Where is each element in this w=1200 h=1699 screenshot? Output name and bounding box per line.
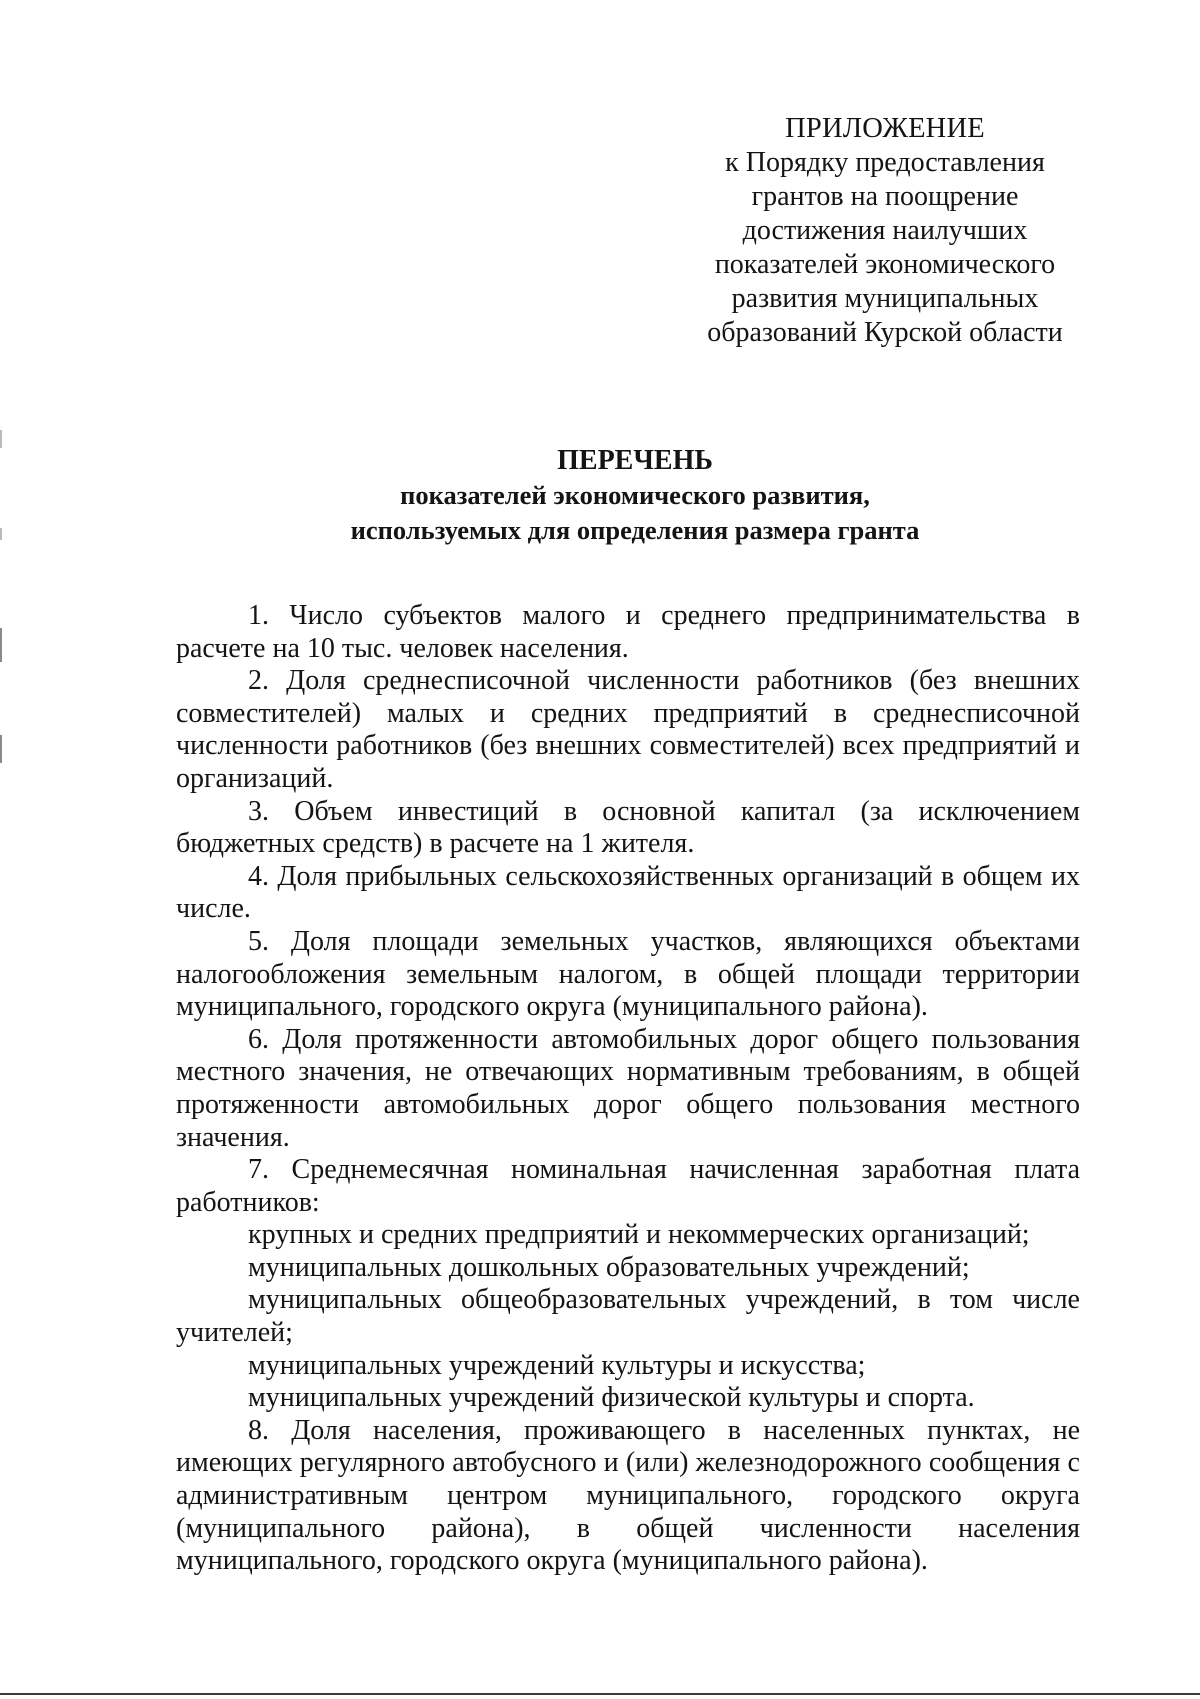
scan-edge-mark — [0, 735, 2, 763]
appendix-line: к Порядку предоставления — [725, 147, 1045, 178]
sub-item: муниципальных общеобразовательных учреждений, в том числе учителей; — [176, 1284, 1080, 1349]
heading-subtitle: используемых для определения размера гранта — [350, 515, 920, 545]
list-item: 7. Среднемесячная номинальная начисленная заработная плата работников: — [176, 1154, 1080, 1218]
document-heading — [180, 443, 1090, 548]
heading-subtitle: показателей экономического развития, — [400, 480, 870, 510]
list-item: 5. Доля площади земельных участков, являющихся объектами налогообложения земельным налогом, в общей площади территории муниципального, городского округа (муниципального района). — [176, 925, 1080, 1023]
list-item: 2. Доля среднесписочной численности работников (без внешних совместителей) малых и средних предприятий в среднесписочной численности работников (без внешних совместителей) всех предприятий и организаций. — [176, 665, 1080, 794]
indicator-list — [176, 600, 1080, 1578]
list-item: 3. Объем инвестиций в основной капитал (за исключением бюджетных средств) в расчете на 1 жителя. — [176, 795, 1080, 860]
scan-edge-mark — [0, 430, 2, 448]
appendix-title: ПРИЛОЖЕНИЕ — [785, 113, 985, 144]
sub-item: муниципальных дошкольных образовательных учреждений; — [248, 1251, 970, 1283]
appendix-line: развития муниципальных — [731, 283, 1039, 314]
sub-item: крупных и средних предприятий и некоммерческих организаций; — [248, 1219, 1030, 1251]
appendix-line: грантов на поощрение — [751, 181, 1019, 212]
appendix-line: образований Курской области — [707, 317, 1063, 348]
sub-item: муниципальных учреждений физической культуры и спорта. — [248, 1382, 975, 1414]
scan-edge-mark — [0, 528, 2, 540]
appendix-line: показателей экономического — [714, 249, 1056, 280]
sub-item: муниципальных учреждений культуры и искусства; — [248, 1349, 866, 1381]
scan-edge-mark — [0, 628, 2, 662]
appendix-block — [690, 112, 1080, 350]
list-item: 8. Доля населения, проживающего в населенных пунктах, не имеющих регулярного автобусного и (или) железнодорожного сообщения с административным центром муниципального, городского округа (муниципального района), в общей численности населения муниципального, городского округа (муниципального района). — [176, 1414, 1080, 1577]
list-item: 6. Доля протяженности автомобильных дорог общего пользования местного значения, не отвечающих нормативным требованиям, в общей протяженности автомобильных дорог общего пользования местного значения. — [176, 1023, 1080, 1153]
heading-title: ПЕРЕЧЕНЬ — [557, 445, 713, 476]
list-item: 4. Доля прибыльных сельскохозяйственных организаций в общем их числе. — [176, 860, 1080, 925]
scan-bottom-edge — [0, 1693, 1200, 1695]
appendix-line: достижения наилучших — [742, 215, 1028, 246]
list-item: 1. Число субъектов малого и среднего предпринимательства в расчете на 10 тыс. человек населения. — [176, 600, 1080, 664]
